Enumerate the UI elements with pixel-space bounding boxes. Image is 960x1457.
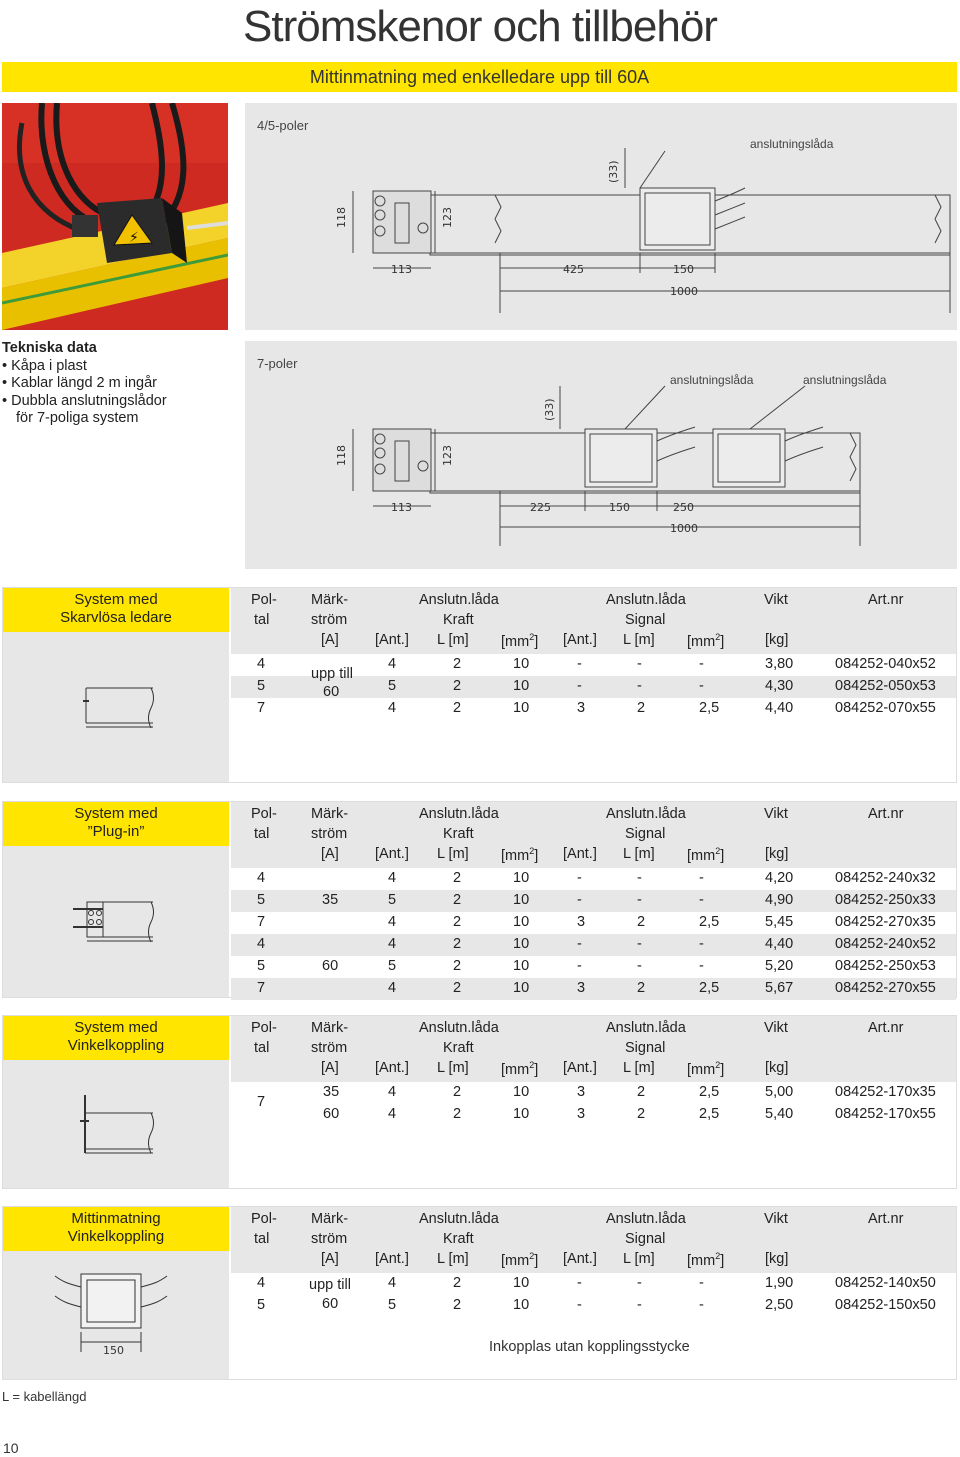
article-number-cell: 084252-250x53 <box>835 958 936 974</box>
table-cell: - <box>699 870 704 886</box>
table-cell: - <box>577 1275 582 1291</box>
table-cell: 2 <box>453 678 462 694</box>
table-cell: 7 <box>257 700 266 716</box>
table-cell: 2 <box>453 1275 462 1291</box>
table-cell: - <box>637 936 642 952</box>
diagram-annotation: anslutningslåda <box>750 137 834 151</box>
rail-sketch <box>81 683 161 733</box>
technical-data-item: • Kåpa i plast <box>2 357 87 374</box>
table-cell: 3 <box>577 700 586 716</box>
article-number-cell: 084252-250x33 <box>835 892 936 908</box>
table-cell: 4 <box>257 936 266 952</box>
table-cell: 4 <box>388 1275 397 1291</box>
table-cell: 5,67 <box>765 980 794 996</box>
table-cell: 2 <box>453 700 462 716</box>
table-cell: 2 <box>453 980 462 996</box>
table-cell: 5 <box>388 958 397 974</box>
dim-150: 150 <box>609 501 630 514</box>
article-number-cell: 084252-270x35 <box>835 914 936 930</box>
table-cell: - <box>699 892 704 908</box>
diagram-4-5-poler <box>245 103 957 330</box>
technical-drawing-4-5-poler <box>245 103 957 330</box>
technical-data-heading: Tekniska data <box>2 340 97 356</box>
table-cell: 10 <box>513 914 530 930</box>
table-cell: - <box>577 678 582 694</box>
diagram-7-poler <box>245 341 957 569</box>
spec-table: Pol- tal Märk- ström [A] Anslutn.låda Kraft Anslutn.låda Signal Vikt Art.nr [Ant.] L [m] $[mm^2]$ [Ant.] L [m] $[mm^2]$ [kg] 7 35 4 2 10 3 2 2,5 5,00 084252-170x35 60 4 2 10 3 2 2,5 5,40 084252-170x55 <box>231 1016 956 1188</box>
table-cell: - <box>577 936 582 952</box>
dim-33: (33) <box>607 160 620 183</box>
table-cell: 4 <box>388 914 397 930</box>
table-cell: 5 <box>257 1297 266 1313</box>
table-cell: 10 <box>513 656 530 672</box>
dim-250: 250 <box>673 501 694 514</box>
table-cell: 4 <box>388 980 397 996</box>
table-cell: - <box>699 936 704 952</box>
table-cell: - <box>577 1297 582 1313</box>
table-cell: 2 <box>637 914 646 930</box>
table-cell: - <box>577 958 582 974</box>
dim-118: 118 <box>335 445 348 466</box>
product-photo <box>2 103 228 330</box>
table-cell: 4,30 <box>765 678 794 694</box>
table-cell: 10 <box>513 936 530 952</box>
article-number-cell: 084252-170x35 <box>835 1084 936 1100</box>
table-note: Inkopplas utan kopplingsstycke <box>489 1339 690 1355</box>
table-cell: 5,40 <box>765 1106 794 1122</box>
table-cell: 2 <box>637 700 646 716</box>
table-cell: 5 <box>257 892 266 908</box>
table-cell: 4 <box>257 1275 266 1291</box>
diagram-label: 4/5-poler <box>257 118 309 133</box>
table-cell: 2 <box>453 892 462 908</box>
table-cell: 10 <box>513 678 530 694</box>
dim-118: 118 <box>335 207 348 228</box>
table-cell: 3 <box>577 1106 586 1122</box>
table-cell: - <box>637 958 642 974</box>
table-cell: - <box>637 678 642 694</box>
table-cell: 4 <box>257 656 266 672</box>
section-label: System med ”Plug-in” <box>3 802 229 846</box>
table-cell: - <box>699 958 704 974</box>
article-number-cell: 084252-240x52 <box>835 936 936 952</box>
diagram-annotation: anslutningslåda <box>670 373 754 387</box>
table-cell: 4 <box>388 700 397 716</box>
table-cell: 10 <box>513 1275 530 1291</box>
table-cell: 2 <box>453 936 462 952</box>
table-cell: 3 <box>577 914 586 930</box>
table-cell: 2 <box>453 656 462 672</box>
article-number-cell: 084252-040x52 <box>835 656 936 672</box>
table-cell: 4 <box>388 656 397 672</box>
table-cell: 2 <box>453 1106 462 1122</box>
table-cell: 5,00 <box>765 1084 794 1100</box>
dim-425: 425 <box>563 263 584 276</box>
table-cell: 5 <box>257 678 266 694</box>
table-cell: 2,5 <box>699 700 720 716</box>
article-number-cell: 084252-050x53 <box>835 678 936 694</box>
table-block-skarvlosa <box>2 587 957 783</box>
table-block-plug-in <box>2 801 957 998</box>
table-cell: 4,40 <box>765 700 794 716</box>
technical-drawing-7-poler <box>245 341 957 569</box>
spec-table: Pol- tal Märk- ström [A] Anslutn.låda Kraft Anslutn.låda Signal Vikt Art.nr [Ant.] L [m] $[mm^2]$ [Ant.] L [m] $[mm^2]$ [kg] upp till 60 4 4 2 10 - - - 3,80 084252-040x52 5 5 2 10 - - - 4,30 084252-050x53 7 4 2 10 3 2 2,5 4,40 084252-070x55 <box>231 588 956 782</box>
page-subtitle: Mittinmatning med enkelledare upp till 60A <box>2 62 957 92</box>
technical-data-item: • Dubbla anslutningslådor <box>2 392 167 409</box>
section-label: Mittinmatning Vinkelkoppling <box>3 1207 229 1251</box>
dim-150: 150 <box>103 1344 124 1357</box>
table-cell: - <box>637 892 642 908</box>
dim-113: 113 <box>391 501 412 514</box>
table-cell: - <box>699 678 704 694</box>
table-cell: 4,20 <box>765 870 794 886</box>
table-cell: - <box>637 656 642 672</box>
table-cell: 2,5 <box>699 1106 720 1122</box>
table-cell: 10 <box>513 700 530 716</box>
table-cell: 60 <box>323 1106 340 1122</box>
table-cell: - <box>699 1275 704 1291</box>
product-photo-illustration <box>2 103 228 330</box>
svg-text:⚡: ⚡ <box>129 230 139 246</box>
table-cell: 10 <box>513 1084 530 1100</box>
dim-123: 123 <box>441 445 454 466</box>
table-cell: 4,90 <box>765 892 794 908</box>
table-cell: - <box>637 1297 642 1313</box>
article-number-cell: 084252-240x32 <box>835 870 936 886</box>
table-cell: 4 <box>388 1084 397 1100</box>
dim-1000: 1000 <box>670 285 698 298</box>
table-cell: - <box>637 870 642 886</box>
dim-225: 225 <box>530 501 551 514</box>
article-number-cell: 084252-270x55 <box>835 980 936 996</box>
table-cell: - <box>699 1297 704 1313</box>
table-cell: 1,90 <box>765 1275 794 1291</box>
table-cell: 5 <box>388 892 397 908</box>
table-cell: 10 <box>513 958 530 974</box>
dim-33: (33) <box>543 398 556 421</box>
dim-123: 123 <box>441 207 454 228</box>
table-cell: 2,5 <box>699 980 720 996</box>
table-cell: 4 <box>388 870 397 886</box>
table-cell: 4 <box>388 1106 397 1122</box>
technical-data-item: • Kablar längd 2 m ingår <box>2 375 157 391</box>
table-cell: 5 <box>388 1297 397 1313</box>
dim-150: 150 <box>673 263 694 276</box>
table-cell: 2 <box>453 958 462 974</box>
table-cell: 10 <box>513 1106 530 1122</box>
rail-sketch <box>77 1091 161 1161</box>
table-cell: 2 <box>453 914 462 930</box>
page-number: 10 <box>3 1440 19 1456</box>
table-cell: 2 <box>453 1084 462 1100</box>
junction-box-sketch <box>51 1262 171 1362</box>
table-cell: 5,45 <box>765 914 794 930</box>
table-cell: - <box>577 656 582 672</box>
table-cell: 10 <box>513 1297 530 1313</box>
table-cell: 2,50 <box>765 1297 794 1313</box>
footnote: L = kabellängd <box>2 1389 87 1404</box>
diagram-annotation: anslutningslåda <box>803 373 887 387</box>
table-cell: 7 <box>257 914 266 930</box>
article-number-cell: 084252-070x55 <box>835 700 936 716</box>
table-cell: 2,5 <box>699 914 720 930</box>
technical-data-item: för 7-poliga system <box>16 410 139 426</box>
table-cell: 35 <box>323 1084 340 1100</box>
table-cell: 5 <box>388 678 397 694</box>
table-cell: 5 <box>257 958 266 974</box>
table-cell: 10 <box>513 980 530 996</box>
section-label: System med Skarvlösa ledare <box>3 588 229 632</box>
table-block-mittinmatning <box>2 1206 957 1380</box>
dim-113: 113 <box>391 263 412 276</box>
article-number-cell: 084252-150x50 <box>835 1297 936 1313</box>
table-cell: 2,5 <box>699 1084 720 1100</box>
section-label: System med Vinkelkoppling <box>3 1016 229 1060</box>
technical-data <box>2 340 228 428</box>
table-cell: - <box>577 892 582 908</box>
table-cell: 2 <box>637 1084 646 1100</box>
table-cell: 4,40 <box>765 936 794 952</box>
table-cell: 10 <box>513 892 530 908</box>
spec-table: Pol- tal Märk- ström [A] Anslutn.låda Kraft Anslutn.låda Signal Vikt Art.nr [Ant.] L [m] $[mm^2]$ [Ant.] L [m] $[mm^2]$ [kg] 35 60 4 4 2 10 - - - 4,20 084252-240x32 5 5 2 10 - - - 4,90 084252-250x33 7 4 2 10 3 2 2,5 5,45 084252-270x35 4 4 2 10 - - - 4,40 084252-240x52 5 5 2 10 - - - 5,20 084252-250x53 7 4 2 10 3 2 2,5 5,67 084252-270x55 <box>231 802 956 997</box>
table-block-vinkelkoppling <box>2 1015 957 1189</box>
table-cell: 2 <box>637 980 646 996</box>
article-number-cell: 084252-170x55 <box>835 1106 936 1122</box>
rail-sketch <box>69 897 159 947</box>
table-cell: - <box>577 870 582 886</box>
page-title: Strömskenor och tillbehör <box>243 2 717 51</box>
article-number-cell: 084252-140x50 <box>835 1275 936 1291</box>
table-cell: 3,80 <box>765 656 794 672</box>
table-cell: 3 <box>577 980 586 996</box>
table-cell: 2 <box>453 870 462 886</box>
table-cell: 7 <box>257 980 266 996</box>
table-cell: 4 <box>388 936 397 952</box>
table-cell: - <box>637 1275 642 1291</box>
dim-1000: 1000 <box>670 522 698 535</box>
table-cell: 4 <box>257 870 266 886</box>
spec-table: Pol- tal Märk- ström [A] Anslutn.låda Kraft Anslutn.låda Signal Vikt Art.nr [Ant.] L [m] $[mm^2]$ [Ant.] L [m] $[mm^2]$ [kg] upp till 60 Inkopplas utan kopplingsstycke 4 4 2 10 - - - 1,90 084252-140x50 5 5 2 10 - - - 2,50 084252-150x50 <box>231 1207 956 1379</box>
table-cell: 10 <box>513 870 530 886</box>
table-cell: 5,20 <box>765 958 794 974</box>
table-cell: - <box>699 656 704 672</box>
table-cell: 2 <box>637 1106 646 1122</box>
table-cell: 2 <box>453 1297 462 1313</box>
table-cell: 3 <box>577 1084 586 1100</box>
diagram-label: 7-poler <box>257 356 298 371</box>
